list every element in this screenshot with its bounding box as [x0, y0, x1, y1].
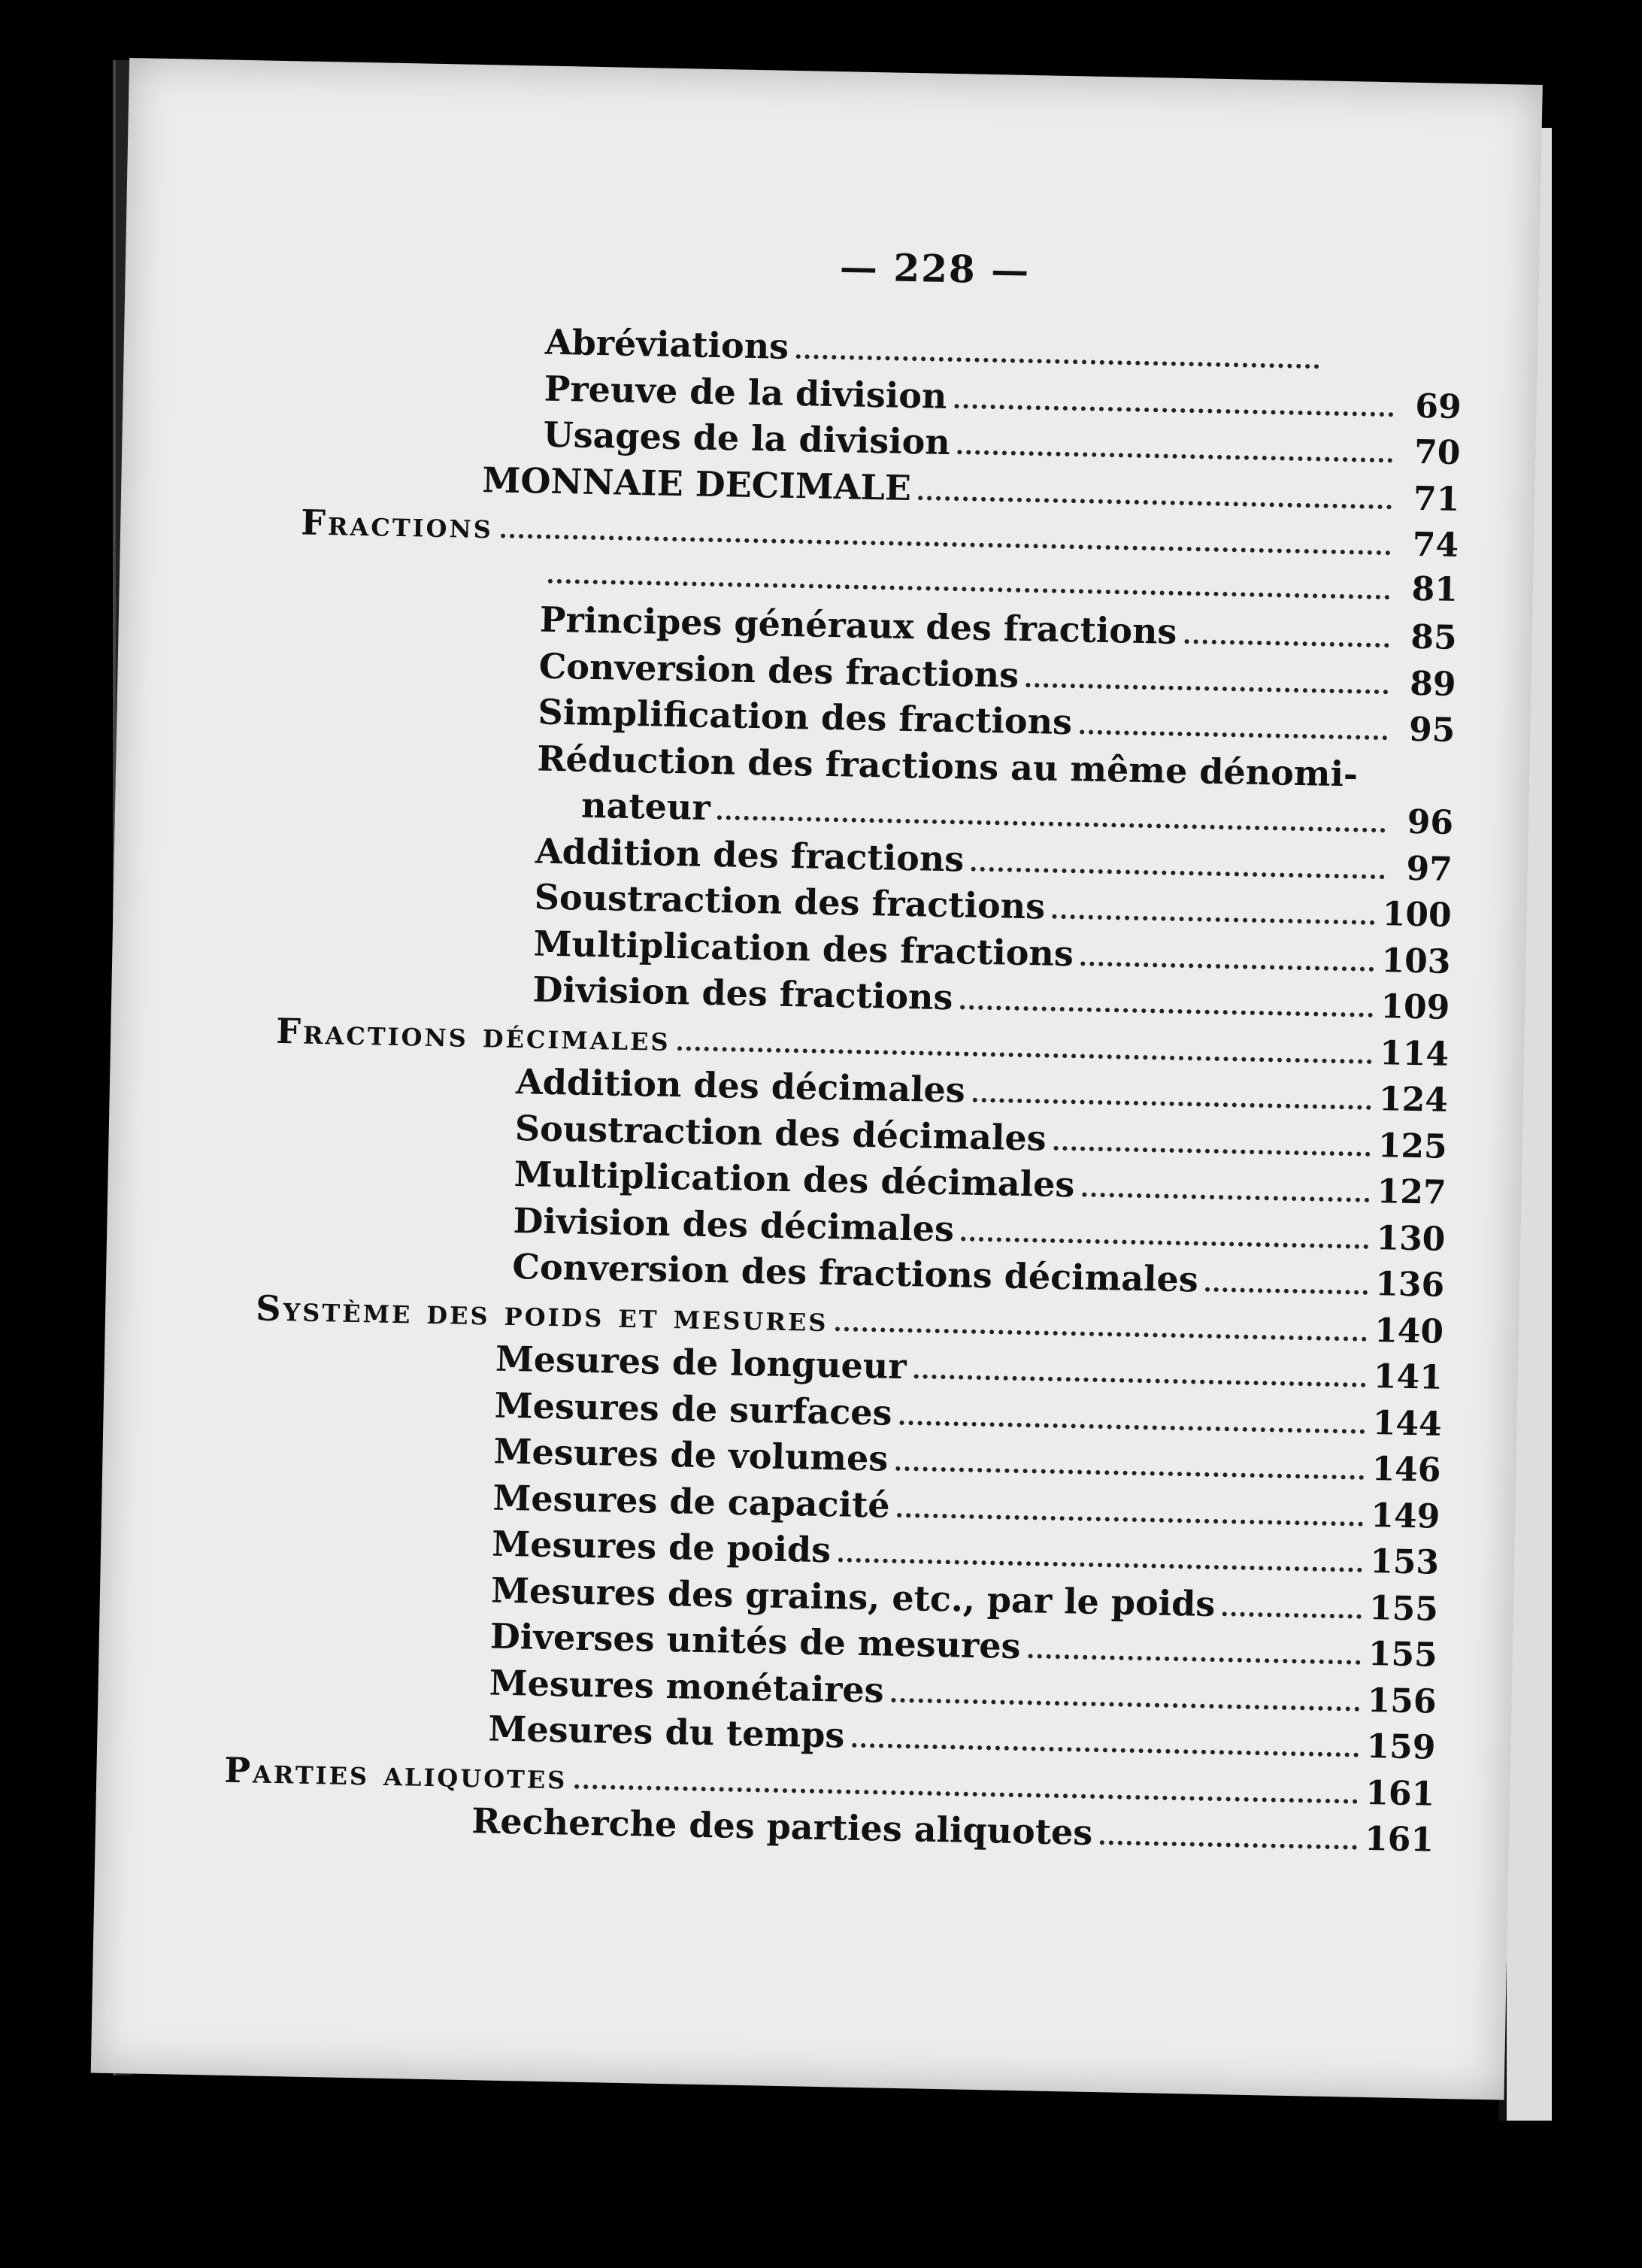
toc-entry-label: Réduction des fractions au même dénomi- — [536, 738, 1359, 794]
toc-page-number: 161 — [1364, 1819, 1434, 1860]
toc-entry-label: Mesures des grains, etc., par le poids — [490, 1569, 1216, 1624]
toc-entry-label: MONNAIE DECIMALE — [481, 459, 912, 508]
toc-entry-label: Multiplication des décimales — [514, 1154, 1075, 1205]
toc-entry-label: Multiplication des fractions — [533, 922, 1074, 974]
toc-entry-label: Preuve de la division — [544, 368, 947, 417]
toc-page-number: 97 — [1406, 849, 1453, 889]
toc-entry-label: Addition des fractions — [535, 830, 965, 879]
toc-page-number: 161 — [1365, 1773, 1435, 1814]
toc-page-number — [1327, 369, 1387, 371]
dot-leader — [1026, 660, 1389, 694]
toc-entry-label: Mesures monétaires — [489, 1662, 885, 1711]
dot-leader — [895, 1444, 1365, 1480]
toc-entry-label: Addition des décimales — [515, 1061, 966, 1111]
dot-leader — [971, 844, 1385, 879]
dot-leader — [891, 1675, 1360, 1711]
toc-entry-label: Fractions — [300, 502, 494, 547]
toc-page-number: 141 — [1373, 1357, 1444, 1397]
toc-entry-label: Division des fractions — [532, 969, 953, 1018]
toc-page-number — [1358, 786, 1418, 787]
toc-page-number: 146 — [1371, 1450, 1441, 1490]
toc-entry-label: Conversion des fractions — [538, 645, 1019, 696]
toc-page-number: 69 — [1414, 387, 1462, 426]
dot-leader — [796, 332, 1319, 368]
toc-page-number: 81 — [1411, 569, 1459, 609]
dot-leader — [958, 427, 1393, 462]
toc-page-number: 89 — [1409, 664, 1456, 704]
toc-entry-label: Abréviations — [544, 321, 789, 367]
dot-leader — [962, 1214, 1369, 1248]
dot-leader — [897, 1490, 1364, 1526]
toc-page-number: 95 — [1408, 710, 1456, 750]
toc-page-number: 140 — [1374, 1311, 1444, 1351]
toc-page-number: 85 — [1410, 617, 1458, 657]
table-of-contents — [125, 284, 1538, 1860]
dot-leader — [1080, 707, 1388, 740]
dot-leader — [1053, 892, 1375, 925]
toc-page-number: 130 — [1376, 1218, 1446, 1259]
toc-page-number: 109 — [1380, 987, 1450, 1027]
dot-leader — [677, 1023, 1372, 1064]
toc-page-number: 153 — [1369, 1542, 1440, 1582]
dot-leader — [1081, 938, 1374, 971]
toc-entry-label: Mesures de longueur — [495, 1338, 907, 1387]
toc-entry-label: nateur — [580, 784, 711, 828]
toc-entry-label: Soustraction des décimales — [514, 1107, 1047, 1159]
dot-leader — [838, 1535, 1363, 1572]
toc-page-number: 103 — [1381, 941, 1451, 981]
toc-entry-label: Recherche des parties aliquotes — [471, 1800, 1093, 1853]
toc-entry-label: Mesures de capacité — [492, 1477, 891, 1526]
book-page — [91, 58, 1543, 2100]
toc-page-number: 74 — [1412, 525, 1459, 565]
toc-entry-label: Mesures du temps — [488, 1708, 845, 1756]
toc-entry-label: Mesures de volumes — [493, 1430, 889, 1479]
toc-entry-label: Division des décimales — [513, 1199, 955, 1249]
dot-leader — [1184, 617, 1389, 647]
toc-page-number: 100 — [1382, 895, 1453, 935]
toc-entry-label: Usages de la division — [543, 414, 951, 463]
toc-page-number: 144 — [1372, 1403, 1443, 1444]
toc-page-number: 96 — [1407, 802, 1454, 842]
dot-leader — [913, 1351, 1366, 1387]
toc-entry-label: Système des poids et mesures — [255, 1287, 829, 1339]
dot-leader — [1028, 1631, 1361, 1664]
toc-entry-label: Diverses unités de mesures — [489, 1615, 1021, 1667]
toc-page-number: 155 — [1368, 1634, 1438, 1675]
toc-page-number: 124 — [1378, 1080, 1449, 1120]
toc-page-number: 125 — [1377, 1126, 1448, 1166]
dot-leader — [1222, 1589, 1362, 1619]
dot-leader — [1100, 1818, 1358, 1850]
dot-leader — [972, 1075, 1371, 1110]
toc-page-number: 127 — [1377, 1172, 1447, 1212]
dot-leader — [1082, 1170, 1370, 1202]
toc-page-number: 71 — [1413, 479, 1460, 519]
toc-entry-label: Simplification des fractions — [538, 691, 1073, 743]
dot-leader — [835, 1304, 1367, 1342]
dot-leader — [717, 793, 1386, 832]
toc-page-number: 155 — [1368, 1588, 1439, 1629]
toc-entry-label: Mesures de surfaces — [494, 1384, 893, 1433]
toc-page-number: 156 — [1367, 1681, 1438, 1721]
toc-entry-label: Principes généraux des fractions — [539, 599, 1177, 652]
dot-leader — [954, 381, 1394, 417]
toc-page-number: 136 — [1374, 1265, 1445, 1305]
dot-leader — [852, 1721, 1359, 1757]
dot-leader — [1053, 1123, 1371, 1156]
dot-leader — [960, 982, 1374, 1017]
toc-page-number: 159 — [1366, 1727, 1436, 1767]
toc-page-number: 149 — [1370, 1496, 1441, 1536]
page-number: — 228 — — [839, 244, 1031, 293]
toc-entry-label: Conversion des fractions décimales — [511, 1246, 1199, 1300]
toc-entry-label: Soustraction des fractions — [534, 876, 1046, 927]
toc-page-number: 70 — [1413, 432, 1461, 473]
toc-page-number: 114 — [1379, 1033, 1450, 1074]
dot-leader — [1205, 1265, 1368, 1295]
toc-entry-label: Mesures de poids — [491, 1523, 832, 1571]
toc-entry-label: Parties aliquotes — [223, 1749, 568, 1797]
dot-leader — [899, 1397, 1365, 1433]
toc-entry-label: Fractions décimales — [275, 1010, 671, 1059]
dot-leader — [919, 473, 1392, 509]
